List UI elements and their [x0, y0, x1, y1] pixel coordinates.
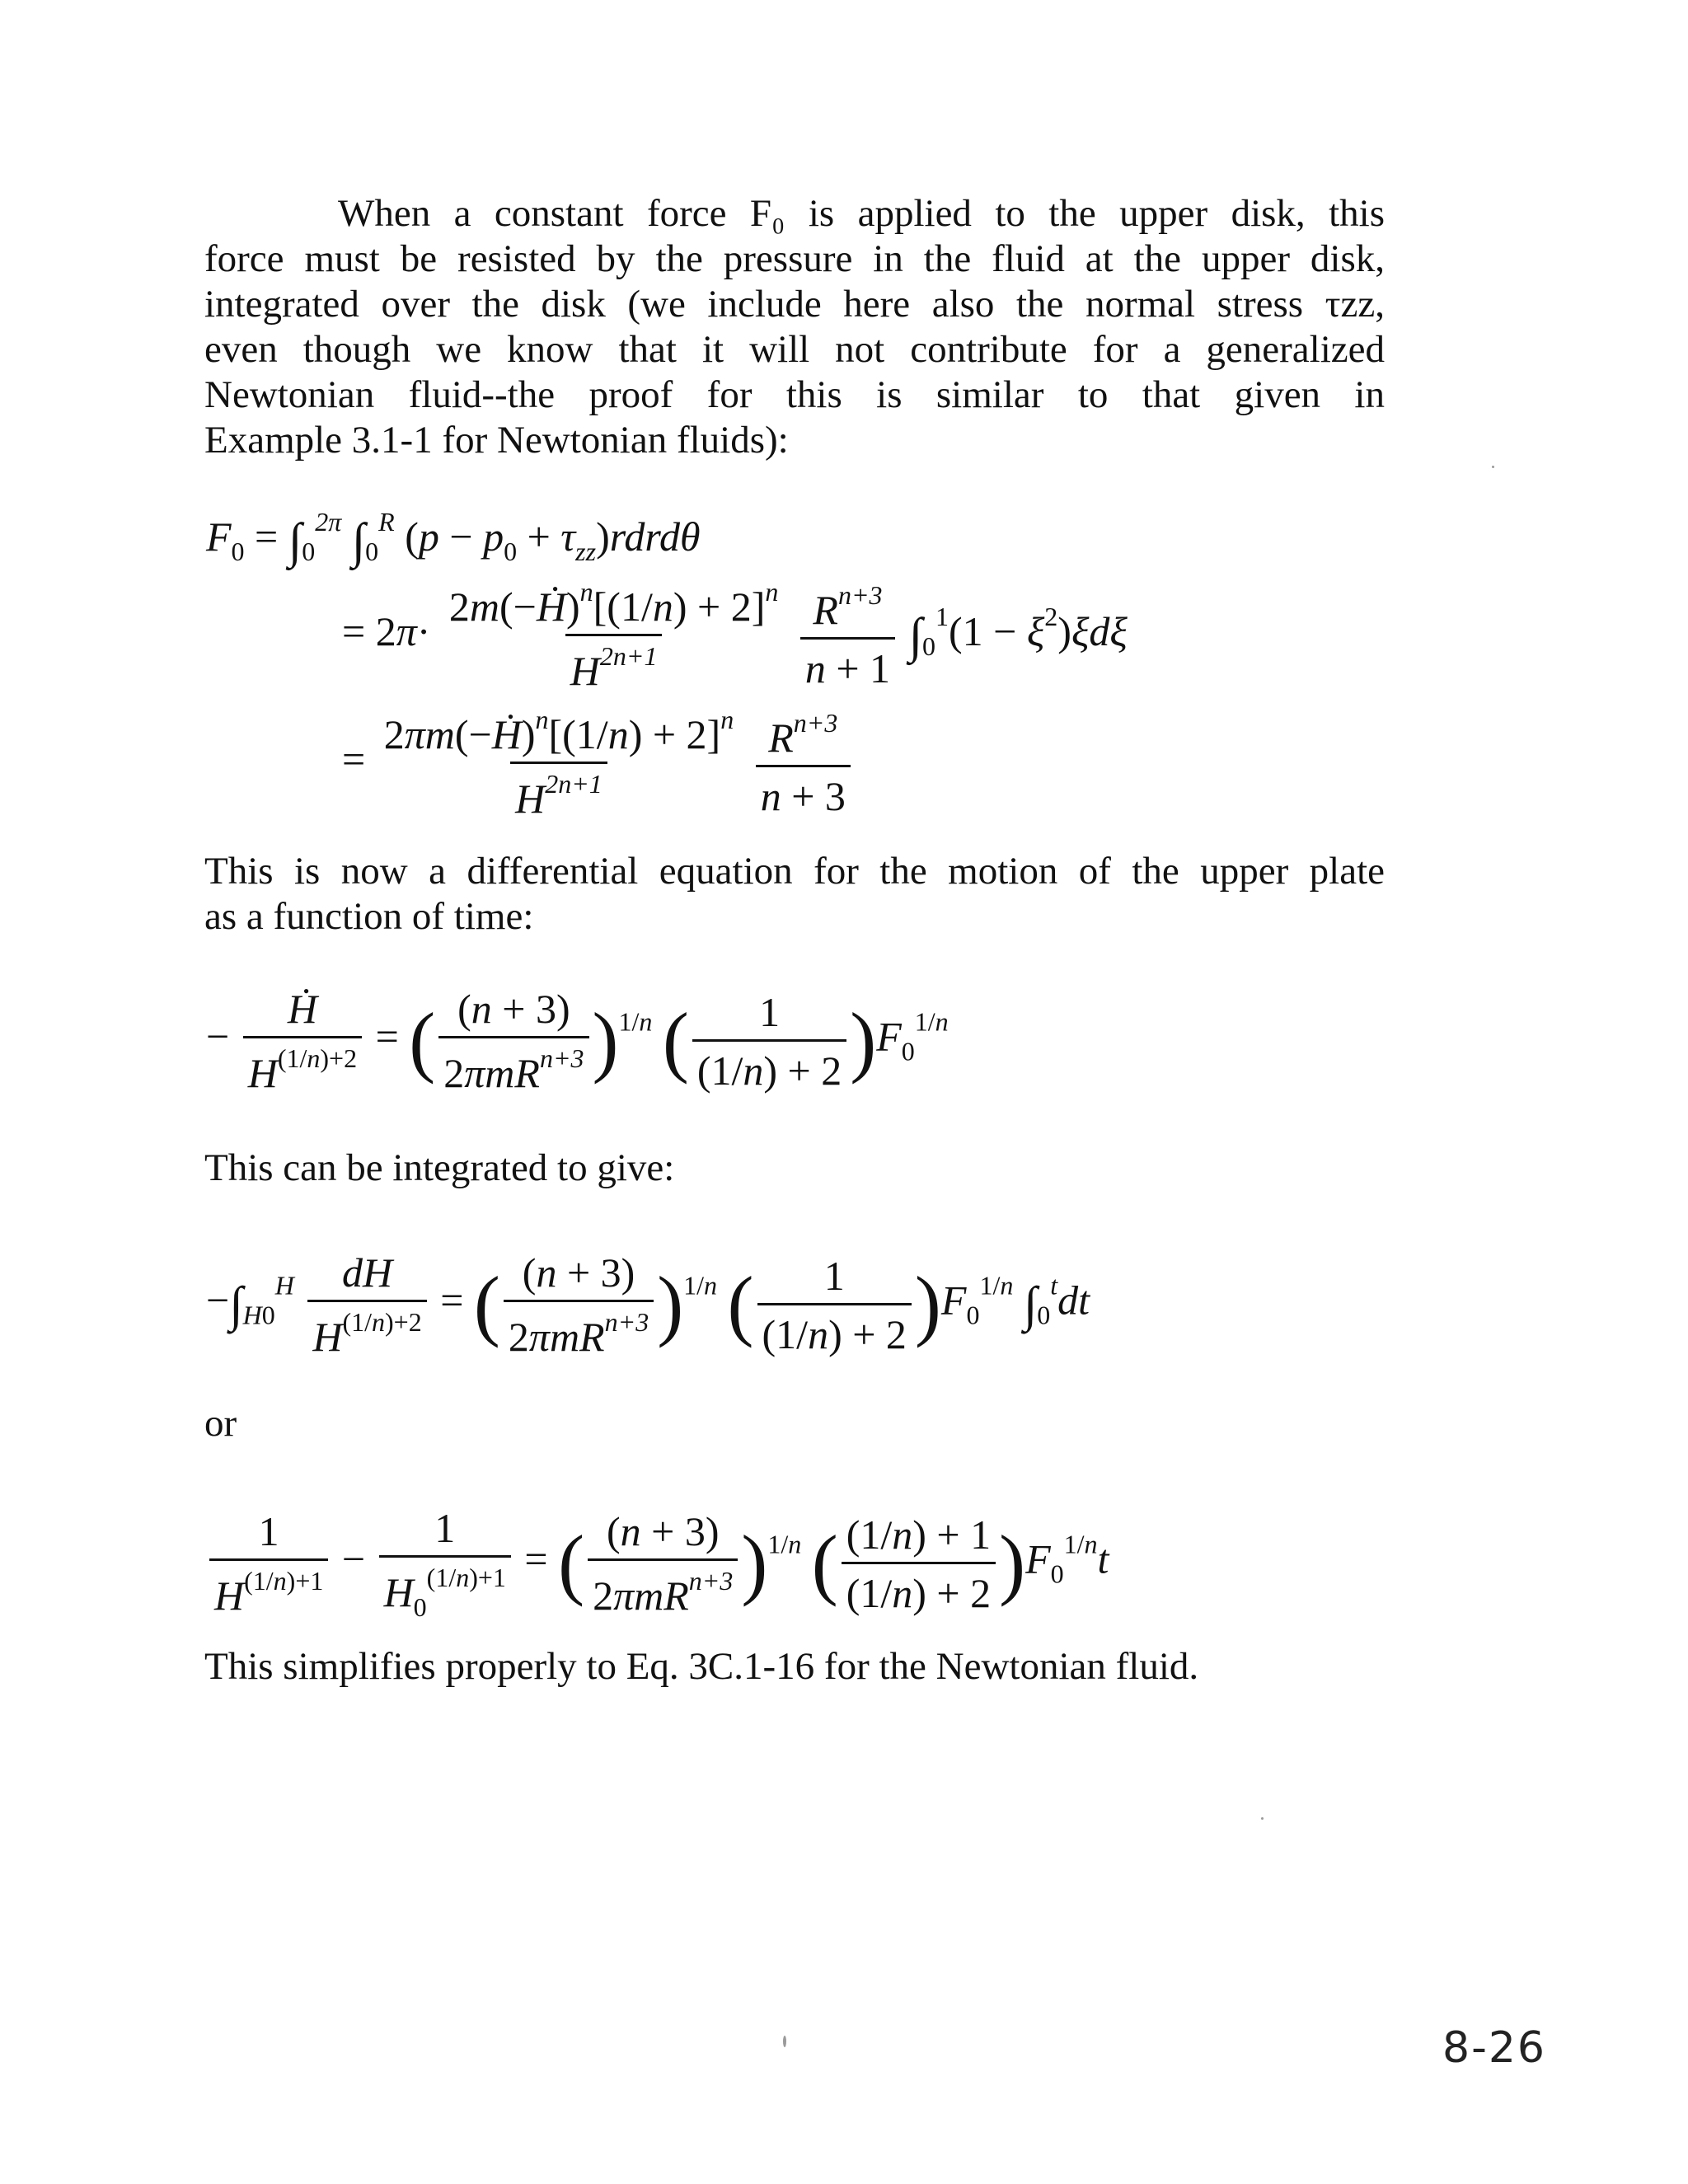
scan-speck	[783, 2036, 786, 2047]
fraction-ode-power: $\frac{1}{(1/n) + 2}$	[692, 988, 846, 1094]
fraction-solution-h: $\frac{1}{H^{(1/n)+1}}$	[209, 1507, 328, 1619]
fraction-step1-radius: $\frac{R^{n+3}}{n + 1}$	[800, 580, 895, 692]
integrated-paragraph	[204, 1146, 1385, 1191]
page-number: 8-26	[1442, 2023, 1547, 2073]
or-paragraph	[204, 1401, 1385, 1446]
intro-line-4: even though we know that it will not contribute for a generalized	[204, 328, 1385, 371]
equation-force-step-1: = 2π· $\frac{2m(-Ḣ)^n[(1/n) + 2]^n}{H^{2n+1}}$ $\frac{R^{n+3}}{n + 1}$ $\int_0^1(1 - \xi^2)\xi d\xi$	[342, 577, 1128, 694]
equation-force-integral: $F_0 = \int_0^{2\pi}$ $\int_0^R$ ($p - p_0$ + $\tau_{zz})rdrd\theta$	[206, 507, 701, 569]
intro-paragraph	[204, 191, 1385, 463]
equation-integral-form: $-\int_{H0}^H$ $\frac{dH}{H^{(1/n)+2}}$ = ( $\frac{(n + 3)}{2\pi mR^{n+3}}$ )$^{1/n}$ ( $\frac{1}{(1/n) + 2}$ )$F_0^{1/n}$ $\int_0^tdt$	[206, 1249, 1090, 1360]
integrated-line: This can be integrated to give:	[204, 1146, 675, 1189]
fraction-integral-power: $\frac{1}{(1/n) + 2}$	[757, 1252, 912, 1358]
diff-line-1: This is now a differential equation for the motion of the upper plate	[204, 850, 1385, 893]
differential-equation-paragraph	[204, 849, 1385, 940]
fraction-integral-rate: $\frac{(n + 3)}{2\pi mR^{n+3}}$	[504, 1249, 654, 1361]
intro-line-5: Newtonian fluid--the proof for this is similar to that given in	[204, 373, 1385, 416]
equation-force-step-2: = $\frac{2\pi m(-Ḣ)^n[(1/n) + 2]^n}{H^{2n+1}}$ $\frac{R^{n+3}}{n + 3}$	[342, 705, 854, 823]
fraction-ode-left: $\frac{\text{Ḣ}}{H^{(1/n)+2}}$	[243, 985, 362, 1097]
fraction-ode-rate: $\frac{(n + 3)}{2\pi mR^{n+3}}$	[438, 985, 588, 1097]
fraction-step2-radius: $\frac{R^{n+3}}{n + 3}$	[756, 708, 851, 820]
or-line: or	[204, 1402, 237, 1445]
intro-line-2: force must be resisted by the pressure in the fluid at the upper disk,	[204, 237, 1385, 280]
intro-line-1: When a constant force F₀ is applied to the upper disk, this	[338, 192, 1385, 235]
conclusion-paragraph	[204, 1644, 1385, 1690]
intro-line-3: integrated over the disk (we include here also the normal stress τzz,	[204, 283, 1385, 326]
diff-line-2: as a function of time:	[204, 895, 534, 938]
fraction-solution-power: $\frac{(1/n) + 1}{(1/n) + 2}$	[842, 1511, 996, 1617]
conclusion-line: This simplifies properly to Eq. 3C.1-16 for the Newtonian fluid.	[204, 1645, 1199, 1688]
fraction-integral-left: $\frac{dH}{H^{(1/n)+2}}$	[307, 1249, 426, 1361]
fraction-solution-h0: $\frac{1}{H_0^{(1/n)+1}}$	[379, 1504, 511, 1623]
fraction-solution-rate: $\frac{(n + 3)}{2\pi mR^{n+3}}$	[588, 1507, 738, 1619]
intro-line-6: Example 3.1-1 for Newtonian fluids):	[204, 419, 789, 462]
equation-solution: $\frac{1}{H^{(1/n)+1}}$ − $\frac{1}{H_0^{(1/n)+1}}$ = ( $\frac{(n + 3)}{2\pi mR^{n+3}}$ )$^{1/n}$ ( $\frac{(1/n) + 1}{(1/n) + 2}$ )$F_0^{1/n}t$	[206, 1504, 1109, 1623]
fraction-step2-main: $\frac{2\pi m(-Ḣ)^n[(1/n) + 2]^n}{H^{2n+1}}$	[383, 705, 734, 822]
scan-speck	[1261, 1817, 1264, 1820]
equation-ode: − $\frac{\text{Ḣ}}{H^{(1/n)+2}}$ = ( $\frac{(n + 3)}{2\pi mR^{n+3}}$ )$^{1/n}$ ( $\frac{1}{(1/n) + 2}$ )$F_0^{1/n}$	[206, 986, 949, 1096]
fraction-step1-main: $\frac{2m(-Ḣ)^n[(1/n) + 2]^n}{H^{2n+1}}$	[448, 577, 779, 694]
scan-speck	[1492, 466, 1494, 468]
